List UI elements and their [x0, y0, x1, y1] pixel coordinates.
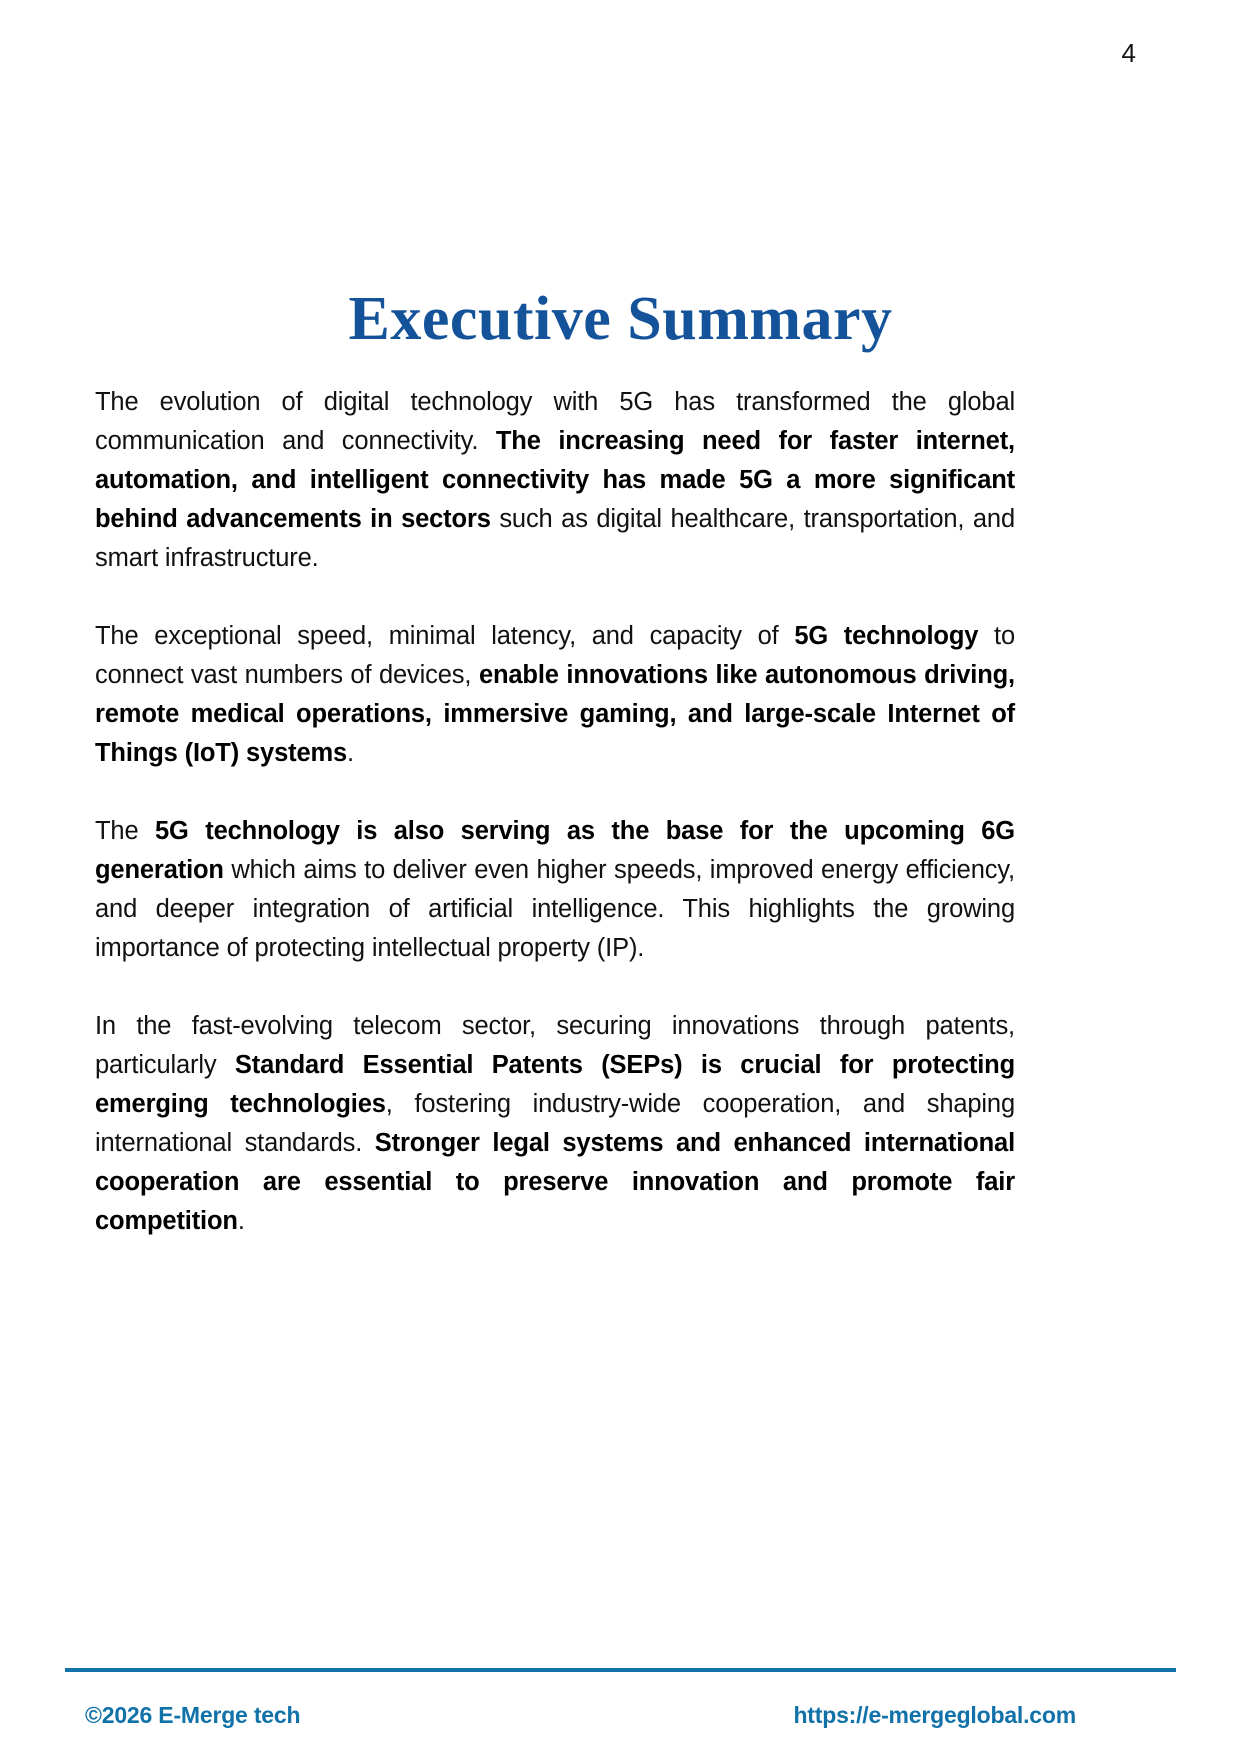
- paragraph-3: [95, 812, 1015, 968]
- text-run: The exceptional speed, minimal latency, and capacity of: [95, 622, 795, 650]
- bold-run: enable innovations like autonomous driving, remote medical operations, immersive gaming, and large-scale Internet of Things (IoT) systems: [95, 661, 1015, 767]
- text-run: such as digital healthcare, transportation, and smart infrastructure.: [95, 505, 1015, 572]
- paragraph-1: [95, 383, 1015, 578]
- bold-run: Standard Essential Patents (SEPs) is crucial for protecting emerging technologies: [95, 1051, 1015, 1118]
- bold-run: Stronger legal systems and enhanced international cooperation are essential to preserve innovation and promote fair competition: [95, 1129, 1015, 1235]
- text-run: The evolution of digital technology with 5G has transformed the global communication and connectivity.: [95, 388, 1015, 455]
- bold-run: 5G technology is also serving as the base for the upcoming 6G generation: [95, 817, 1015, 884]
- paragraph-2: [95, 617, 1015, 773]
- text-run: to connect vast numbers of devices,: [95, 622, 1015, 689]
- text-run: The: [95, 817, 156, 845]
- page-number: 4: [1121, 38, 1136, 68]
- footer-website-link[interactable]: https://e-mergeglobal.com: [793, 1701, 1076, 1728]
- body-content: [95, 383, 1015, 1241]
- paragraph-4: [95, 1007, 1015, 1241]
- bold-run: The increasing need for faster internet, automation, and intelligent connectivity has made 5G a more significant behind advancements in sectors: [95, 427, 1015, 533]
- bold-run: 5G technology: [794, 622, 979, 650]
- text-run: In the fast-evolving telecom sector, securing innovations through patents, particularly: [95, 1012, 1015, 1079]
- text-run: which aims to deliver even higher speeds, improved energy efficiency, and deeper integration of artificial intelligence. This highlights the growing importance of protecting intellectual property (IP).: [95, 856, 1015, 962]
- page-title: Executive Summary: [348, 284, 893, 353]
- text-run: .: [237, 1207, 245, 1235]
- footer-divider: [65, 1668, 1176, 1672]
- text-run: , fostering industry-wide cooperation, and shaping international standards.: [95, 1090, 1015, 1157]
- footer-copyright: ©2026 E-Merge tech: [85, 1701, 301, 1728]
- page-footer: [85, 1690, 1156, 1740]
- text-run: .: [347, 739, 354, 767]
